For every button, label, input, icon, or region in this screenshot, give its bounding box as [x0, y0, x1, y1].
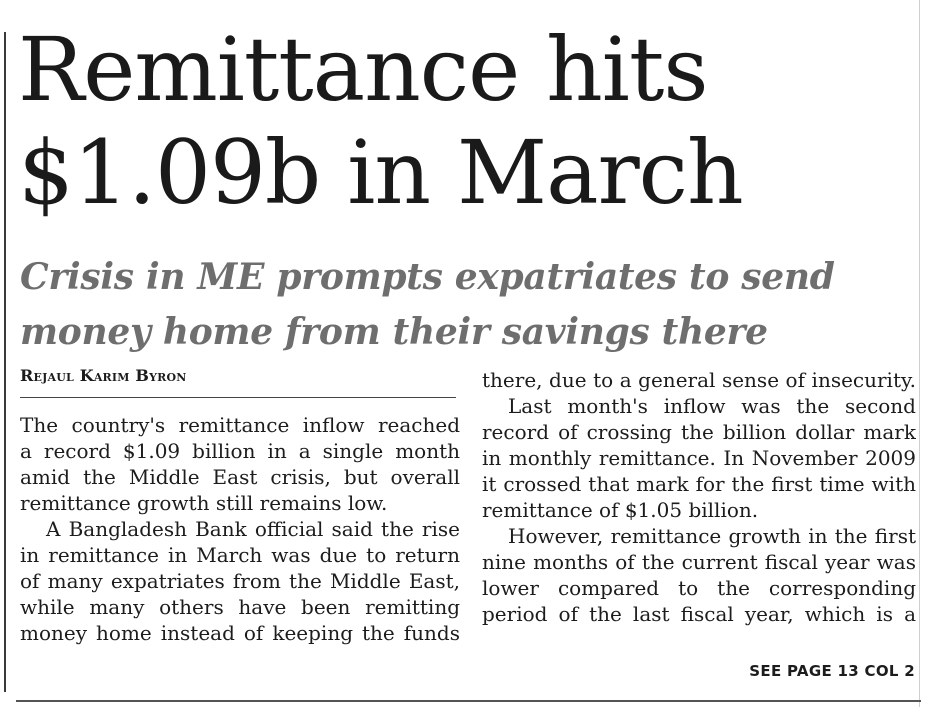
- body-line: in remittance in March was due to return: [20, 543, 460, 567]
- article-column-left: [20, 412, 460, 646]
- body-line: a record $1.09 billion in a single month: [20, 439, 460, 463]
- body-line: amid the Middle East crisis, but overall: [20, 465, 460, 489]
- body-line: of many expatriates from the Middle East,: [20, 569, 460, 593]
- body-line: while many others have been remitting: [20, 595, 460, 619]
- body-line: it crossed that mark for the first time with: [482, 472, 916, 496]
- byline-rule: [20, 397, 456, 398]
- body-line: record of crossing the billion dollar mark: [482, 420, 916, 444]
- subheadline-line: Crisis in ME prompts expatriates to send: [20, 256, 835, 298]
- body-line: there, due to a general sense of insecurity.: [482, 368, 916, 392]
- body-line: However, remittance growth in the first: [508, 524, 916, 548]
- right-page-edge: [919, 0, 920, 707]
- subheadline: [20, 250, 835, 360]
- body-line: period of the last fiscal year, which is a: [482, 602, 916, 626]
- continued-on-page-link: SEE PAGE 13 COL 2: [749, 662, 915, 680]
- subheadline-line: money home from their savings there: [20, 311, 768, 353]
- body-line: The country's remittance inflow reached: [20, 413, 460, 437]
- article-column-right: [482, 367, 916, 627]
- headline: [18, 18, 743, 224]
- bottom-rule: [16, 700, 921, 702]
- body-line: Last month's inflow was the second: [508, 394, 916, 418]
- headline-line: $1.09b in March: [18, 121, 743, 224]
- body-line: money home instead of keeping the funds: [20, 621, 460, 645]
- body-line: remittance growth still remains low.: [20, 491, 388, 515]
- headline-line: Remittance hits: [18, 18, 708, 121]
- body-line: remittance of $1.05 billion.: [482, 498, 759, 522]
- left-column-rule: [4, 32, 6, 692]
- body-line: A Bangladesh Bank official said the rise: [46, 517, 460, 541]
- body-line: lower compared to the corresponding: [482, 576, 916, 600]
- byline: Rejaul Karim Byron: [20, 366, 187, 385]
- body-line: in monthly remittance. In November 2009: [482, 446, 916, 470]
- body-line: nine months of the current fiscal year was: [482, 550, 916, 574]
